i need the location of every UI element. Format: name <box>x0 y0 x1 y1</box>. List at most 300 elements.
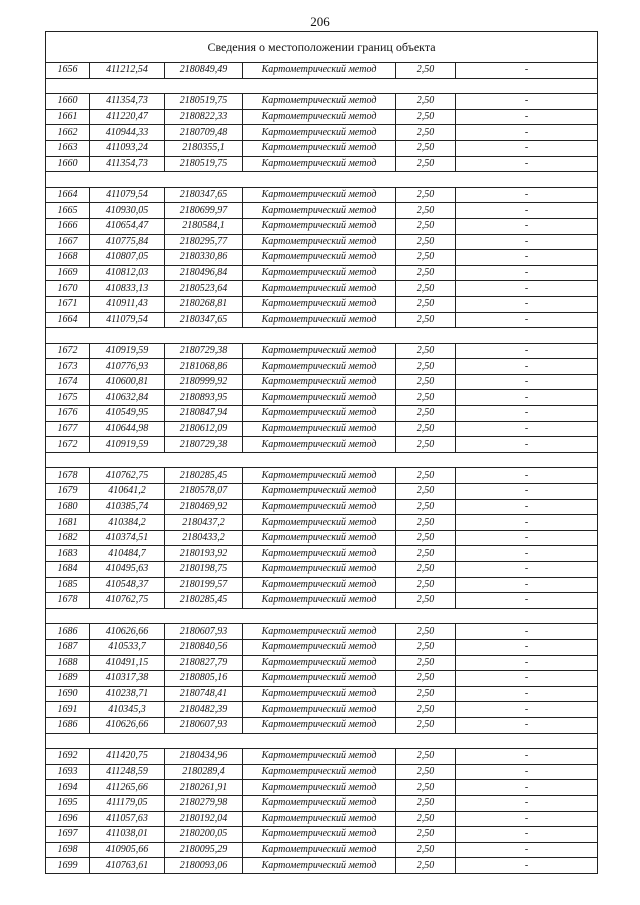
cell-point-number: 1660 <box>46 156 90 172</box>
cell-point-number: 1694 <box>46 780 90 796</box>
table-title-row <box>46 32 598 63</box>
cell-point-number: 1689 <box>46 671 90 687</box>
cell-precision: 2,50 <box>396 702 456 718</box>
cell-description: - <box>456 125 598 141</box>
cell-precision: 2,50 <box>396 858 456 874</box>
table-row <box>46 780 598 796</box>
cell-coord-x: 410385,74 <box>90 499 165 515</box>
coordinates-table-container <box>45 31 597 874</box>
table-row <box>46 593 598 609</box>
group-separator-row <box>46 78 598 94</box>
cell-point-number: 1675 <box>46 390 90 406</box>
cell-coord-x: 411212,54 <box>90 63 165 79</box>
table-row <box>46 702 598 718</box>
cell-point-number: 1687 <box>46 639 90 655</box>
table-row <box>46 250 598 266</box>
cell-coord-x: 410644,98 <box>90 421 165 437</box>
cell-point-number: 1664 <box>46 187 90 203</box>
cell-point-number: 1690 <box>46 686 90 702</box>
cell-coord-x: 410905,66 <box>90 842 165 858</box>
group-separator-row <box>46 733 598 749</box>
cell-description: - <box>456 686 598 702</box>
table-row <box>46 234 598 250</box>
table-row <box>46 686 598 702</box>
cell-precision: 2,50 <box>396 468 456 484</box>
table-row <box>46 827 598 843</box>
cell-precision: 2,50 <box>396 655 456 671</box>
cell-method: Картометрический метод <box>243 468 396 484</box>
cell-precision: 2,50 <box>396 374 456 390</box>
table-row <box>46 858 598 874</box>
table-title: Сведения о местоположении границ объекта <box>46 32 598 63</box>
table-row <box>46 546 598 562</box>
cell-method: Картометрический метод <box>243 655 396 671</box>
cell-point-number: 1664 <box>46 312 90 328</box>
cell-coord-y: 2180095,29 <box>165 842 243 858</box>
cell-precision: 2,50 <box>396 764 456 780</box>
cell-coord-x: 410626,66 <box>90 624 165 640</box>
cell-coord-x: 411265,66 <box>90 780 165 796</box>
cell-coord-x: 410632,84 <box>90 390 165 406</box>
table-row <box>46 343 598 359</box>
cell-coord-y: 2180295,77 <box>165 234 243 250</box>
cell-coord-y: 2180279,98 <box>165 795 243 811</box>
cell-precision: 2,50 <box>396 109 456 125</box>
cell-coord-y: 2181068,86 <box>165 359 243 375</box>
cell-method: Картометрический метод <box>243 515 396 531</box>
cell-method: Картометрический метод <box>243 140 396 156</box>
cell-point-number: 1685 <box>46 577 90 593</box>
cell-description: - <box>456 343 598 359</box>
cell-coord-y: 2180748,41 <box>165 686 243 702</box>
cell-method: Картометрический метод <box>243 593 396 609</box>
cell-description: - <box>456 187 598 203</box>
cell-precision: 2,50 <box>396 749 456 765</box>
cell-method: Картометрический метод <box>243 265 396 281</box>
cell-method: Картометрический метод <box>243 764 396 780</box>
cell-coord-y: 2180523,64 <box>165 281 243 297</box>
cell-precision: 2,50 <box>396 546 456 562</box>
cell-precision: 2,50 <box>396 203 456 219</box>
table-row <box>46 717 598 733</box>
cell-coord-y: 2180519,75 <box>165 156 243 172</box>
cell-coord-y: 2180199,57 <box>165 577 243 593</box>
cell-description: - <box>456 842 598 858</box>
cell-point-number: 1686 <box>46 624 90 640</box>
group-separator-row <box>46 608 598 624</box>
cell-coord-x: 411079,54 <box>90 312 165 328</box>
table-row <box>46 468 598 484</box>
cell-method: Картометрический метод <box>243 312 396 328</box>
table-row <box>46 265 598 281</box>
cell-precision: 2,50 <box>396 499 456 515</box>
cell-description: - <box>456 312 598 328</box>
table-row <box>46 749 598 765</box>
cell-point-number: 1683 <box>46 546 90 562</box>
cell-method: Картометрический метод <box>243 125 396 141</box>
cell-description: - <box>456 203 598 219</box>
cell-description: - <box>456 250 598 266</box>
coordinates-table <box>45 31 598 874</box>
cell-description: - <box>456 406 598 422</box>
cell-method: Картометрический метод <box>243 827 396 843</box>
cell-point-number: 1698 <box>46 842 90 858</box>
cell-description: - <box>456 811 598 827</box>
cell-coord-y: 2180268,81 <box>165 296 243 312</box>
cell-precision: 2,50 <box>396 406 456 422</box>
group-separator <box>46 733 598 749</box>
cell-precision: 2,50 <box>396 156 456 172</box>
group-separator <box>46 328 598 344</box>
cell-precision: 2,50 <box>396 281 456 297</box>
table-row <box>46 406 598 422</box>
cell-precision: 2,50 <box>396 234 456 250</box>
table-row <box>46 530 598 546</box>
page-number: 206 <box>310 14 330 29</box>
table-row <box>46 359 598 375</box>
cell-precision: 2,50 <box>396 94 456 110</box>
cell-point-number: 1676 <box>46 406 90 422</box>
cell-coord-x: 410919,59 <box>90 437 165 453</box>
cell-coord-y: 2180840,56 <box>165 639 243 655</box>
cell-description: - <box>456 562 598 578</box>
cell-coord-x: 410776,93 <box>90 359 165 375</box>
table-row <box>46 156 598 172</box>
cell-precision: 2,50 <box>396 484 456 500</box>
cell-method: Картометрический метод <box>243 187 396 203</box>
cell-description: - <box>456 484 598 500</box>
cell-point-number: 1686 <box>46 717 90 733</box>
cell-coord-x: 410533,7 <box>90 639 165 655</box>
cell-description: - <box>456 94 598 110</box>
cell-coord-x: 411354,73 <box>90 156 165 172</box>
cell-description: - <box>456 639 598 655</box>
cell-point-number: 1680 <box>46 499 90 515</box>
cell-description: - <box>456 827 598 843</box>
table-row <box>46 499 598 515</box>
cell-precision: 2,50 <box>396 125 456 141</box>
cell-description: - <box>456 499 598 515</box>
cell-coord-y: 2180699,97 <box>165 203 243 219</box>
cell-coord-y: 2180729,38 <box>165 343 243 359</box>
cell-precision: 2,50 <box>396 780 456 796</box>
cell-description: - <box>456 281 598 297</box>
cell-precision: 2,50 <box>396 250 456 266</box>
group-separator-row <box>46 328 598 344</box>
cell-method: Картометрический метод <box>243 343 396 359</box>
cell-method: Картометрический метод <box>243 234 396 250</box>
cell-method: Картометрический метод <box>243 203 396 219</box>
cell-point-number: 1671 <box>46 296 90 312</box>
cell-coord-y: 2180578,07 <box>165 484 243 500</box>
cell-method: Картометрический метод <box>243 296 396 312</box>
cell-precision: 2,50 <box>396 686 456 702</box>
table-row <box>46 562 598 578</box>
cell-precision: 2,50 <box>396 639 456 655</box>
cell-method: Картометрический метод <box>243 390 396 406</box>
group-separator <box>46 172 598 188</box>
cell-description: - <box>456 265 598 281</box>
cell-coord-y: 2180849,49 <box>165 63 243 79</box>
cell-description: - <box>456 593 598 609</box>
cell-description: - <box>456 530 598 546</box>
cell-coord-x: 411220,47 <box>90 109 165 125</box>
table-row <box>46 187 598 203</box>
table-row <box>46 94 598 110</box>
cell-method: Картометрический метод <box>243 577 396 593</box>
cell-point-number: 1661 <box>46 109 90 125</box>
cell-method: Картометрический метод <box>243 94 396 110</box>
table-row <box>46 203 598 219</box>
cell-method: Картометрический метод <box>243 795 396 811</box>
table-row <box>46 639 598 655</box>
cell-precision: 2,50 <box>396 421 456 437</box>
cell-precision: 2,50 <box>396 842 456 858</box>
cell-method: Картометрический метод <box>243 546 396 562</box>
cell-description: - <box>456 374 598 390</box>
cell-precision: 2,50 <box>396 359 456 375</box>
cell-method: Картометрический метод <box>243 156 396 172</box>
cell-method: Картометрический метод <box>243 218 396 234</box>
table-row <box>46 140 598 156</box>
cell-coord-x: 410930,05 <box>90 203 165 219</box>
cell-point-number: 1667 <box>46 234 90 250</box>
cell-description: - <box>456 156 598 172</box>
cell-method: Картометрический метод <box>243 484 396 500</box>
cell-description: - <box>456 624 598 640</box>
cell-point-number: 1663 <box>46 140 90 156</box>
cell-method: Картометрический метод <box>243 359 396 375</box>
table-row <box>46 515 598 531</box>
cell-coord-y: 2180607,93 <box>165 717 243 733</box>
cell-point-number: 1672 <box>46 343 90 359</box>
cell-description: - <box>456 717 598 733</box>
cell-coord-y: 2180285,45 <box>165 468 243 484</box>
cell-description: - <box>456 546 598 562</box>
cell-point-number: 1678 <box>46 468 90 484</box>
cell-description: - <box>456 671 598 687</box>
cell-precision: 2,50 <box>396 265 456 281</box>
table-row <box>46 312 598 328</box>
cell-method: Картометрический метод <box>243 63 396 79</box>
cell-method: Картометрический метод <box>243 842 396 858</box>
cell-coord-y: 2180847,94 <box>165 406 243 422</box>
cell-coord-x: 410807,05 <box>90 250 165 266</box>
cell-coord-x: 410762,75 <box>90 593 165 609</box>
cell-point-number: 1669 <box>46 265 90 281</box>
table-body <box>46 32 598 874</box>
cell-method: Картометрический метод <box>243 749 396 765</box>
cell-coord-y: 2180999,92 <box>165 374 243 390</box>
table-row <box>46 390 598 406</box>
cell-precision: 2,50 <box>396 296 456 312</box>
cell-point-number: 1692 <box>46 749 90 765</box>
cell-method: Картометрический метод <box>243 250 396 266</box>
cell-coord-x: 410549,95 <box>90 406 165 422</box>
cell-point-number: 1662 <box>46 125 90 141</box>
cell-coord-y: 2180496,84 <box>165 265 243 281</box>
cell-description: - <box>456 515 598 531</box>
table-row <box>46 63 598 79</box>
cell-point-number: 1691 <box>46 702 90 718</box>
cell-coord-x: 410317,38 <box>90 671 165 687</box>
cell-point-number: 1681 <box>46 515 90 531</box>
cell-coord-x: 410641,2 <box>90 484 165 500</box>
table-row <box>46 437 598 453</box>
cell-method: Картометрический метод <box>243 499 396 515</box>
cell-coord-y: 2180482,39 <box>165 702 243 718</box>
cell-coord-x: 410238,71 <box>90 686 165 702</box>
cell-coord-y: 2180612,09 <box>165 421 243 437</box>
cell-point-number: 1684 <box>46 562 90 578</box>
cell-description: - <box>456 359 598 375</box>
table-row <box>46 795 598 811</box>
cell-coord-y: 2180347,65 <box>165 312 243 328</box>
group-separator-row <box>46 172 598 188</box>
cell-coord-x: 410484,7 <box>90 546 165 562</box>
cell-coord-x: 410600,81 <box>90 374 165 390</box>
cell-point-number: 1672 <box>46 437 90 453</box>
table-row <box>46 296 598 312</box>
table-row <box>46 281 598 297</box>
cell-precision: 2,50 <box>396 312 456 328</box>
cell-method: Картометрический метод <box>243 281 396 297</box>
cell-coord-y: 2180093,06 <box>165 858 243 874</box>
cell-precision: 2,50 <box>396 343 456 359</box>
cell-precision: 2,50 <box>396 795 456 811</box>
group-separator-row <box>46 452 598 468</box>
cell-point-number: 1668 <box>46 250 90 266</box>
cell-point-number: 1695 <box>46 795 90 811</box>
cell-coord-y: 2180193,92 <box>165 546 243 562</box>
cell-coord-x: 410763,61 <box>90 858 165 874</box>
cell-coord-y: 2180437,2 <box>165 515 243 531</box>
group-separator <box>46 452 598 468</box>
cell-coord-x: 411057,63 <box>90 811 165 827</box>
cell-description: - <box>456 296 598 312</box>
cell-point-number: 1688 <box>46 655 90 671</box>
table-row <box>46 421 598 437</box>
cell-coord-x: 410491,15 <box>90 655 165 671</box>
cell-coord-x: 411354,73 <box>90 94 165 110</box>
table-row <box>46 218 598 234</box>
cell-point-number: 1682 <box>46 530 90 546</box>
cell-point-number: 1697 <box>46 827 90 843</box>
cell-coord-y: 2180805,16 <box>165 671 243 687</box>
cell-description: - <box>456 780 598 796</box>
cell-description: - <box>456 390 598 406</box>
cell-coord-y: 2180347,65 <box>165 187 243 203</box>
cell-coord-y: 2180434,96 <box>165 749 243 765</box>
cell-method: Картометрический метод <box>243 702 396 718</box>
cell-description: - <box>456 702 598 718</box>
cell-precision: 2,50 <box>396 218 456 234</box>
cell-description: - <box>456 109 598 125</box>
table-row <box>46 624 598 640</box>
cell-coord-y: 2180729,38 <box>165 437 243 453</box>
cell-coord-x: 410374,51 <box>90 530 165 546</box>
cell-method: Картометрический метод <box>243 109 396 125</box>
cell-point-number: 1656 <box>46 63 90 79</box>
cell-coord-y: 2180192,04 <box>165 811 243 827</box>
cell-coord-x: 410495,63 <box>90 562 165 578</box>
cell-coord-x: 410654,47 <box>90 218 165 234</box>
cell-description: - <box>456 63 598 79</box>
table-row <box>46 764 598 780</box>
cell-description: - <box>456 140 598 156</box>
cell-description: - <box>456 858 598 874</box>
cell-coord-x: 410919,59 <box>90 343 165 359</box>
cell-coord-x: 410833,13 <box>90 281 165 297</box>
cell-method: Картометрический метод <box>243 858 396 874</box>
cell-precision: 2,50 <box>396 671 456 687</box>
cell-point-number: 1660 <box>46 94 90 110</box>
cell-precision: 2,50 <box>396 717 456 733</box>
cell-point-number: 1665 <box>46 203 90 219</box>
cell-coord-x: 411093,24 <box>90 140 165 156</box>
cell-coord-x: 410345,3 <box>90 702 165 718</box>
table-row <box>46 811 598 827</box>
cell-coord-x: 411079,54 <box>90 187 165 203</box>
cell-coord-y: 2180519,75 <box>165 94 243 110</box>
cell-description: - <box>456 234 598 250</box>
cell-point-number: 1666 <box>46 218 90 234</box>
cell-description: - <box>456 749 598 765</box>
cell-method: Картометрический метод <box>243 374 396 390</box>
cell-description: - <box>456 421 598 437</box>
cell-coord-y: 2180469,92 <box>165 499 243 515</box>
cell-method: Картометрический метод <box>243 530 396 546</box>
cell-precision: 2,50 <box>396 140 456 156</box>
cell-precision: 2,50 <box>396 593 456 609</box>
cell-point-number: 1699 <box>46 858 90 874</box>
cell-coord-y: 2180355,1 <box>165 140 243 156</box>
cell-description: - <box>456 655 598 671</box>
cell-coord-x: 410812,03 <box>90 265 165 281</box>
table-row <box>46 125 598 141</box>
table-row <box>46 109 598 125</box>
cell-coord-x: 410944,33 <box>90 125 165 141</box>
cell-method: Картометрический метод <box>243 639 396 655</box>
cell-point-number: 1679 <box>46 484 90 500</box>
cell-description: - <box>456 795 598 811</box>
cell-coord-y: 2180198,75 <box>165 562 243 578</box>
cell-precision: 2,50 <box>396 624 456 640</box>
cell-precision: 2,50 <box>396 390 456 406</box>
cell-coord-y: 2180709,48 <box>165 125 243 141</box>
cell-coord-x: 411179,05 <box>90 795 165 811</box>
cell-description: - <box>456 577 598 593</box>
group-separator <box>46 78 598 94</box>
table-row <box>46 655 598 671</box>
cell-coord-y: 2180433,2 <box>165 530 243 546</box>
cell-method: Картометрический метод <box>243 437 396 453</box>
cell-point-number: 1678 <box>46 593 90 609</box>
table-row <box>46 484 598 500</box>
cell-point-number: 1696 <box>46 811 90 827</box>
cell-coord-x: 410384,2 <box>90 515 165 531</box>
cell-coord-x: 410911,43 <box>90 296 165 312</box>
cell-method: Картометрический метод <box>243 624 396 640</box>
cell-description: - <box>456 468 598 484</box>
group-separator <box>46 608 598 624</box>
cell-coord-x: 410626,66 <box>90 717 165 733</box>
cell-coord-y: 2180285,45 <box>165 593 243 609</box>
cell-method: Картометрический метод <box>243 421 396 437</box>
cell-coord-y: 2180607,93 <box>165 624 243 640</box>
table-row <box>46 374 598 390</box>
cell-point-number: 1670 <box>46 281 90 297</box>
